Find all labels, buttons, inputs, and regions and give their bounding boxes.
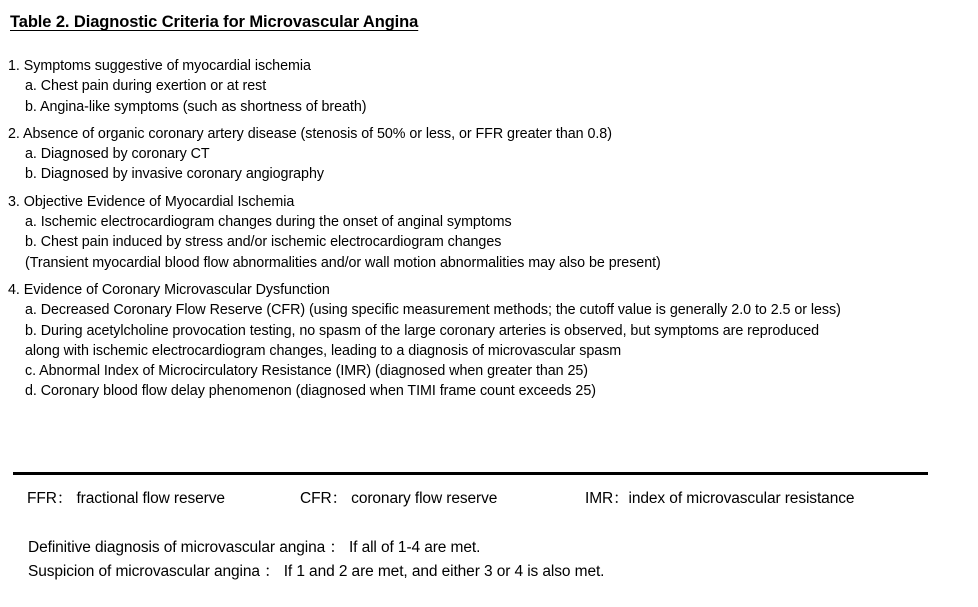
abbreviation-entry xyxy=(300,488,497,510)
criterion-group xyxy=(0,56,978,117)
criterion-item: (Transient myocardial blood flow abnormalities and/or wall motion abnormalities may also be present) xyxy=(25,254,661,271)
abbreviation-value: fractional flow reserve xyxy=(72,490,225,507)
criterion-heading: 1. Symptoms suggestive of myocardial ischemia xyxy=(8,58,311,74)
abbreviation-legend xyxy=(0,488,978,512)
criterion-item: along with ischemic electrocardiogram changes, leading to a diagnosis of microvascular spasm xyxy=(25,342,622,359)
criterion-group xyxy=(0,280,978,402)
abbreviation-key: IMR xyxy=(585,490,614,507)
criterion-item: b. Chest pain induced by stress and/or ischemic electrocardiogram changes xyxy=(25,234,502,251)
criterion-heading: 2. Absence of organic coronary artery disease (stenosis of 50% or less, or FFR greater than 0.8) xyxy=(8,125,612,142)
conclusion-line: Definitive diagnosis of microvascular angina ： If all of 1-4 are met. xyxy=(28,539,481,556)
criterion-item: b. Diagnosed by invasive coronary angiography xyxy=(25,166,324,183)
criterion-item: a. Diagnosed by coronary CT xyxy=(25,146,210,163)
abbreviation-separator: ： xyxy=(56,490,73,507)
criterion-item: c. Abnormal Index of Microcirculatory Resistance (IMR) (diagnosed when greater than 25) xyxy=(25,363,589,380)
abbreviation-key: FFR xyxy=(27,490,57,507)
criterion-item: d. Coronary blood flow delay phenomenon (diagnosed when TIMI frame count exceeds 25) xyxy=(25,383,596,400)
criterion-item: a. Ischemic electrocardiogram changes during the onset of anginal symptoms xyxy=(25,214,512,231)
abbreviation-separator: ： xyxy=(331,490,347,507)
abbreviation-value: index of microvascular resistance xyxy=(628,490,855,507)
criteria-list xyxy=(0,56,978,402)
criterion-item: a. Chest pain during exertion or at rest xyxy=(25,78,267,95)
criterion-heading: 4. Evidence of Coronary Microvascular Dysfunction xyxy=(8,281,330,298)
diagnosis-conclusions xyxy=(28,536,958,584)
abbreviation-value: coronary flow reserve xyxy=(346,490,498,507)
criterion-group xyxy=(0,192,978,273)
abbreviation-entry xyxy=(585,488,854,510)
abbreviation-key: CFR xyxy=(300,490,332,507)
conclusion-line: Suspicion of microvascular angina ： If 1 and 2 are met, and either 3 or 4 is also met. xyxy=(28,563,605,580)
abbreviation-entry xyxy=(27,488,225,510)
page-title: Table 2. Diagnostic Criteria for Microvascular Angina xyxy=(10,13,419,31)
criterion-group xyxy=(0,124,978,185)
criterion-item: b. During acetylcholine provocation testing, no spasm of the large coronary arteries is observed, but symptoms are reproduced xyxy=(25,322,819,339)
abbreviation-separator: ： xyxy=(613,490,629,507)
criterion-item: a. Decreased Coronary Flow Reserve (CFR) (using specific measurement methods; the cutoff value is generally 2.0 to 2.5 or less) xyxy=(25,302,841,319)
criterion-heading: 3. Objective Evidence of Myocardial Ischemia xyxy=(8,193,295,210)
criterion-item: b. Angina-like symptoms (such as shortness of breath) xyxy=(25,98,367,115)
horizontal-rule xyxy=(13,472,928,475)
